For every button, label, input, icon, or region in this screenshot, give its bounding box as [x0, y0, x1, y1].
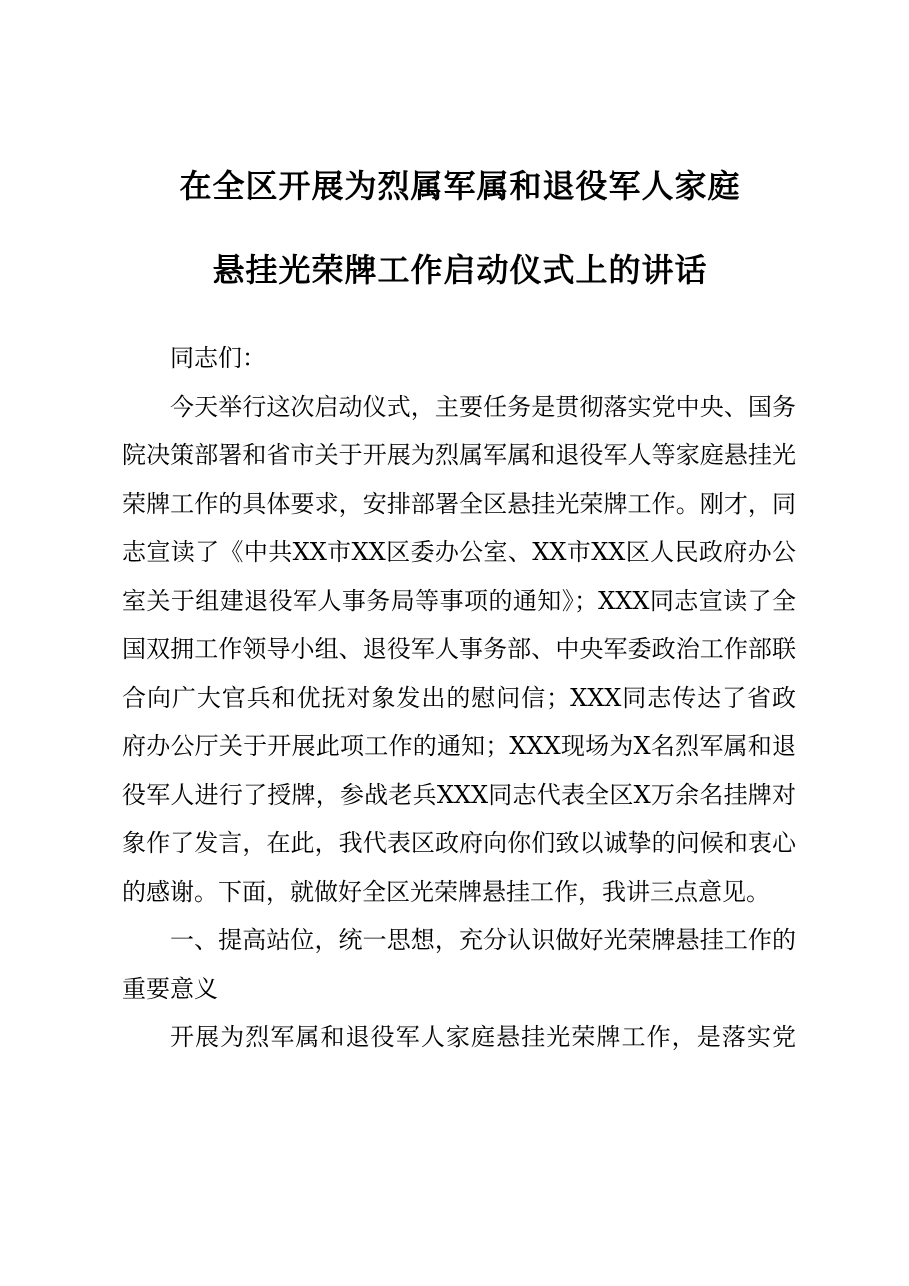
section-heading-1: 一、提高站位，统一思想，充分认识做好光荣牌悬挂工作的重要意义: [122, 926, 796, 1003]
document-body: [122, 334, 796, 1062]
salutation: 同志们：: [170, 344, 266, 372]
paragraph-opening: 今天举行这次启动仪式，主要任务是贯彻落实党中央、国务院决策部署和省市关于开展为烈属军属和退役军人等家庭悬挂光荣牌工作的具体要求，安排部署全区悬挂光荣牌工作。刚才，同志宣读了《中共XX市XX区委办公室、XX市XX区人民政府办公室关于组建退役军人事务局等事项的通知》；XXX同志宣读了全国双拥工作领导小组、退役军人事务部、中央军委政治工作部联合向广大官兵和优抚对象发出的慰问信；XXX同志传达了省政府办公厅关于开展此项工作的通知；XXX现场为X名烈军属和退役军人进行了授牌，参战老兵XXX同志代表全区X万余名挂牌对象作了发言，在此，我代表区政府向你们致以诚挚的问候和衷心的感谢。下面，就做好全区光荣牌悬挂工作，我讲三点意见。: [122, 392, 796, 906]
document-title-line-2: 悬挂光荣牌工作启动仪式上的讲话: [212, 251, 708, 289]
paragraph-section-1: 开展为烈军属和退役军人家庭悬挂光荣牌工作，是落实党: [170, 1023, 796, 1051]
document-title-line-1: 在全区开展为烈属军属和退役军人家庭: [179, 167, 741, 205]
